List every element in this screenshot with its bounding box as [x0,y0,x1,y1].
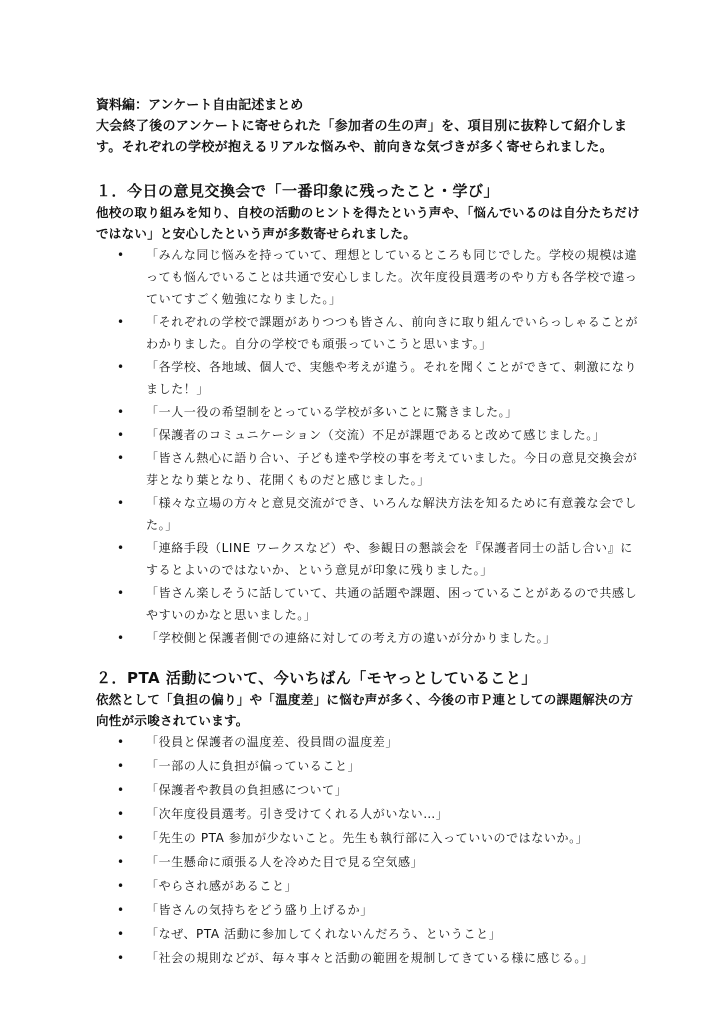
comment-text: 「保護者や教員の負担感について」 [146,783,348,797]
section-heading: ２．PTA 活動について、今いちばん「モヤっとしていること」 [96,669,537,687]
document-intro: 大会終了後のアンケートに寄せられた「参加者の生の声」を、項目別に抜粋して紹介します。それぞれの学校が抱えるリアルな悩みや、前向きな気づきが多く寄せられました。 [96,119,628,155]
bullet-icon: • [117,903,125,917]
bullet-icon: • [117,855,125,869]
comment-text: 「学校側と保護者側での連絡に対しての考え方の違いが分かりました。」 [146,631,556,645]
comment-text: 「先生の PTA 参加が少ないこと。先生も執行部に入っていいのではないか。」 [146,831,589,845]
comment-text: 「様々な立場の方々と意見交流ができ、いろんな解決方法を知るために有意義な会でした。」 [146,496,637,532]
bullet-icon: • [117,631,125,645]
bullet-icon: • [117,735,125,749]
section-impressions [96,180,644,649]
comment-text: 「皆さん熱心に語り合い、子ども達や学校の事を考えていました。今日の意見交換会が芽となり葉となり、花開くものだと感じました。」 [146,451,638,487]
bullet-icon: • [117,405,125,419]
bullet-icon: • [117,428,125,442]
list-item [117,827,644,849]
list-item [117,311,644,355]
list-item [117,401,644,423]
comment-text: 「一部の人に負担が偏っていること」 [146,759,361,773]
document-page [96,96,644,971]
comment-text: 「みんな同じ悩みを持っていて、理想としているところも同じでした。学校の規模は違っても悩んでいることは共通で安心しました。次年度役員選考のやり方も各学校で違っていてすごく勉強になりました。」 [146,248,638,306]
comment-text: 「一人一役の希望制をとっている学校が多いことに驚きました。」 [146,405,518,419]
comment-text: 「皆さん楽しそうに話していて、共通の話題や課題、困っていることがあるので共感しやすいのかなと思いました。」 [146,586,638,622]
list-item [117,755,644,777]
list-item [117,899,644,921]
list-item [117,803,644,825]
list-item [117,875,644,897]
bullet-icon: • [117,586,125,600]
list-item [117,851,644,873]
comment-text: 「各学校、各地域、個人で、実態や考えが違う。それを聞くことができて、刺激になりました！」 [146,360,637,396]
bullet-icon: • [117,541,125,555]
list-item [117,731,644,753]
list-item [117,947,644,969]
list-item [117,492,644,536]
bullet-icon: • [117,951,125,965]
bullet-icon: • [117,783,125,797]
list-item [117,779,644,801]
section-heading: １．今日の意見交換会で「一番印象に残ったこと・学び」 [96,182,500,200]
comment-text: 「一生懸命に頑張る人を冷めた目で見る空気感」 [146,855,424,869]
bullet-icon: • [117,360,125,374]
list-item [117,356,644,400]
section-lead: 依然として「負担の偏り」や「温度差」に悩む声が多く、今後の市Ｐ連としての課題解決の方向性が示唆されています。 [96,692,634,728]
comment-text: 「保護者のコミュニケーション（交流）不足が課題であると改めて感じました。」 [146,428,606,442]
bullet-icon: • [117,451,125,465]
comment-text: 「連絡手段（LINE ワークスなど）や、参観日の懇談会を『保護者同士の話し合い』にするとよいのではないか、という意見が印象に残りました。」 [146,541,633,577]
document-title: 資料編：アンケート自由記述まとめ [96,98,304,113]
list-item [117,923,644,945]
bullet-icon: • [117,879,125,893]
list-item [117,537,644,581]
list-item [117,582,644,626]
comment-text: 「皆さんの気持ちをどう盛り上げるか」 [146,903,373,917]
bullet-icon: • [117,807,125,821]
section-concerns [96,667,644,969]
list-item [117,244,644,310]
bullet-icon: • [117,927,125,941]
comment-list [96,244,644,649]
comment-text: 「次年度役員選考。引き受けてくれる人がいない…」 [146,807,449,821]
section-lead: 他校の取り組みを知り、自校の活動のヒントを得たという声や、「悩んでいるのは自分たちだけではない」と安心したという声が多数寄せられました。 [96,205,640,241]
comment-list [96,731,644,969]
comment-text: 「やらされ感があること」 [146,879,298,893]
comment-text: 「なぜ、PTA 活動に参加してくれないんだろう、ということ」 [146,927,502,941]
list-item [117,424,644,446]
bullet-icon: • [117,248,125,262]
bullet-icon: • [117,759,125,773]
bullet-icon: • [117,496,125,510]
bullet-icon: • [117,315,125,329]
comment-text: 「それぞれの学校で課題がありつつも皆さん、前向きに取り組んでいらっしゃることがわかりました。自分の学校でも頑張っていこうと思います。」 [146,315,639,351]
list-item [117,447,644,491]
comment-text: 「役員と保護者の温度差、役員間の温度差」 [146,735,399,749]
list-item [117,627,644,649]
comment-text: 「社会の規則などが、毎々事々と活動の範囲を規制してきている様に感じる。」 [146,951,594,965]
bullet-icon: • [117,831,125,845]
